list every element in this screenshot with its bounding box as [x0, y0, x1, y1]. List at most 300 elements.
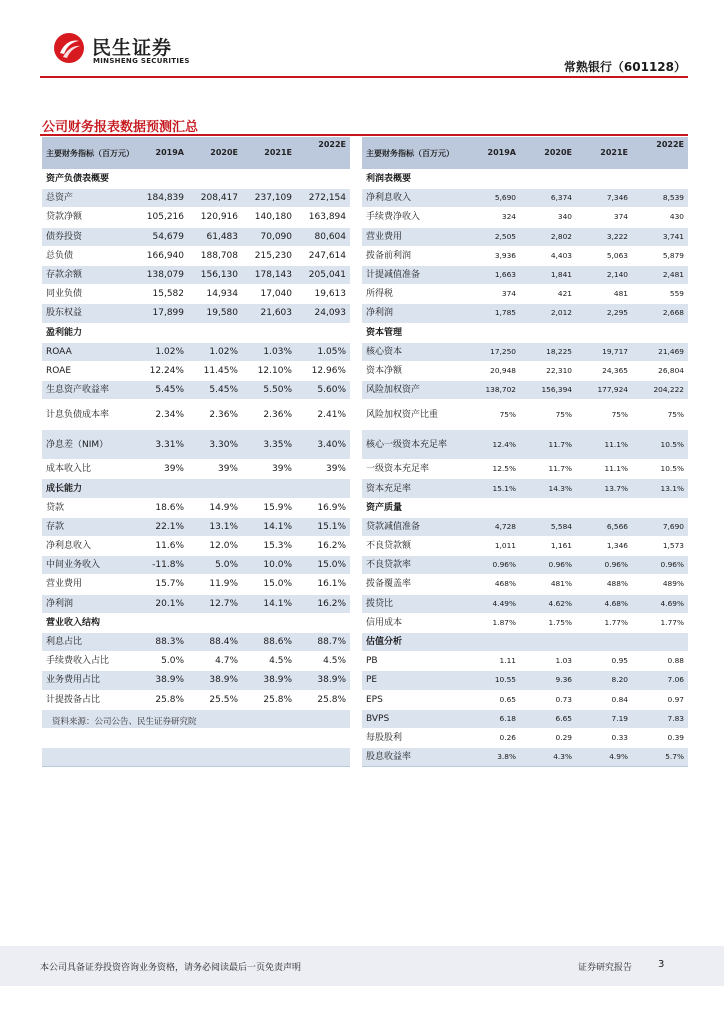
table-row: [362, 652, 688, 671]
cell-value: 4,403: [520, 246, 576, 265]
cell-value: 11.45%: [188, 361, 242, 380]
cell-value: 374: [464, 285, 520, 304]
cell-value: 3,222: [576, 227, 632, 246]
cell-value: 88.3%: [134, 632, 188, 651]
cell-value: 12.0%: [188, 537, 242, 556]
cell-value: 25.5%: [188, 690, 242, 709]
cell-value: 75%: [632, 400, 688, 430]
cell-value: 18.6%: [134, 498, 188, 517]
cell-value: 184,839: [134, 189, 188, 208]
row-label: 风险加权资产: [362, 381, 464, 400]
cell-value: 12.96%: [296, 361, 350, 380]
cell-value: 38.9%: [296, 671, 350, 690]
cell-value: 481%: [520, 575, 576, 594]
cell-value: 0.29: [520, 728, 576, 747]
cell-value: 25.8%: [134, 690, 188, 709]
table-row: [42, 556, 350, 575]
logo-english-name: MINSHENG SECURITIES: [93, 57, 190, 65]
table-row: [42, 342, 350, 361]
cell-value: 8.20: [576, 671, 632, 690]
table-row: [42, 460, 350, 479]
row-label: 不良贷款额: [362, 537, 464, 556]
cell-value: 39%: [296, 460, 350, 479]
row-label: 生息资产收益率: [42, 381, 134, 400]
cell-value: 105,216: [134, 208, 188, 227]
cell-value: 21,603: [242, 304, 296, 323]
company-ticker: 常熟银行（601128）: [563, 60, 686, 74]
category-row: [42, 323, 350, 342]
cell-value: 16.9%: [296, 498, 350, 517]
minsheng-logo-icon: [54, 33, 84, 63]
cell-value: [134, 323, 188, 342]
cell-value: 14.3%: [520, 479, 576, 498]
table-row: [362, 690, 688, 709]
cell-value: [464, 323, 520, 342]
cell-value: 1.05%: [296, 342, 350, 361]
cell-value: 1.03%: [242, 342, 296, 361]
cell-value: 88.4%: [188, 632, 242, 651]
table-row: [42, 227, 350, 246]
row-label: 债券投资: [42, 227, 134, 246]
row-label: EPS: [362, 690, 464, 709]
cell-value: 15.3%: [242, 537, 296, 556]
row-label: 不良贷款率: [362, 556, 464, 575]
table-row: [362, 613, 688, 632]
cell-value: 5.50%: [242, 381, 296, 400]
cell-value: [242, 479, 296, 498]
cell-value: 1.11: [464, 652, 520, 671]
row-label: 计息负债成本率: [42, 400, 134, 430]
table-row: [42, 208, 350, 227]
cell-value: 7.83: [632, 709, 688, 728]
cell-value: [134, 748, 188, 767]
cell-value: 208,417: [188, 189, 242, 208]
cell-value: 13.1%: [188, 517, 242, 536]
cell-value: 138,702: [464, 381, 520, 400]
cell-value: 54,679: [134, 227, 188, 246]
cell-value: [242, 170, 296, 189]
table-row: [362, 227, 688, 246]
cell-value: 3.30%: [188, 430, 242, 460]
cell-value: 374: [576, 208, 632, 227]
cell-value: 156,130: [188, 265, 242, 284]
cell-value: [632, 170, 688, 189]
cell-value: 489%: [632, 575, 688, 594]
row-label: PB: [362, 652, 464, 671]
table-row: [362, 361, 688, 380]
cell-value: 39%: [134, 460, 188, 479]
cell-value: [632, 323, 688, 342]
cell-value: 3,741: [632, 227, 688, 246]
cell-value: 18,225: [520, 342, 576, 361]
cell-value: 3.40%: [296, 430, 350, 460]
row-label: 资本充足率: [362, 479, 464, 498]
cell-value: 5.45%: [134, 381, 188, 400]
cell-value: [464, 498, 520, 517]
cell-value: 4,728: [464, 517, 520, 536]
row-label: 成长能力: [42, 479, 134, 498]
page-header: [0, 0, 724, 80]
cell-value: 39%: [188, 460, 242, 479]
row-label: 拨贷比: [362, 594, 464, 613]
cell-value: 1,346: [576, 537, 632, 556]
cell-value: [134, 479, 188, 498]
cell-value: 4.3%: [520, 748, 576, 767]
table-row: [362, 430, 688, 460]
cell-value: [188, 613, 242, 632]
page-footer: [0, 946, 724, 986]
row-label: 营业费用: [362, 227, 464, 246]
cell-value: 88.7%: [296, 632, 350, 651]
cell-value: 17,040: [242, 285, 296, 304]
cell-value: 14.1%: [242, 594, 296, 613]
cell-value: [242, 323, 296, 342]
table-row: [42, 748, 350, 767]
cell-value: 237,109: [242, 189, 296, 208]
cell-value: [296, 479, 350, 498]
category-row: [42, 613, 350, 632]
cell-value: 15,582: [134, 285, 188, 304]
cell-value: 2,668: [632, 304, 688, 323]
cell-value: [188, 748, 242, 767]
cell-value: 4.62%: [520, 594, 576, 613]
header-divider: [40, 76, 688, 78]
cell-value: 2.34%: [134, 400, 188, 430]
table-row: [42, 361, 350, 380]
cell-value: 324: [464, 208, 520, 227]
cell-value: [464, 170, 520, 189]
cell-value: 9.36: [520, 671, 576, 690]
row-label: 资本净额: [362, 361, 464, 380]
cell-value: [296, 709, 350, 728]
cell-value: 11.7%: [520, 430, 576, 460]
cell-value: [134, 728, 188, 747]
cell-value: 0.97: [632, 690, 688, 709]
table-row: [42, 632, 350, 651]
right-header-year: 2021E: [576, 137, 632, 170]
right-financial-table: [362, 137, 688, 767]
row-label: 信用成本: [362, 613, 464, 632]
table-row: [42, 652, 350, 671]
footer-report-type: 证券研究报告: [578, 963, 633, 973]
cell-value: 2,505: [464, 227, 520, 246]
cell-value: 22.1%: [134, 517, 188, 536]
row-label: 净息差（NIM）: [42, 430, 134, 460]
cell-value: [134, 613, 188, 632]
row-label: 贷款减值准备: [362, 517, 464, 536]
cell-value: 16.1%: [296, 575, 350, 594]
cell-value: 25.8%: [296, 690, 350, 709]
table-row: [362, 728, 688, 747]
cell-value: 22,310: [520, 361, 576, 380]
cell-value: 17,250: [464, 342, 520, 361]
cell-value: 38.9%: [134, 671, 188, 690]
cell-value: [296, 728, 350, 747]
cell-value: 80,604: [296, 227, 350, 246]
left-table-header: [42, 137, 350, 170]
cell-value: 5.60%: [296, 381, 350, 400]
cell-value: 75%: [520, 400, 576, 430]
cell-value: 19,580: [188, 304, 242, 323]
cell-value: 16.2%: [296, 537, 350, 556]
cell-value: -11.8%: [134, 556, 188, 575]
row-label: ROAA: [42, 342, 134, 361]
cell-value: 1,011: [464, 537, 520, 556]
cell-value: 0.95: [576, 652, 632, 671]
cell-value: 14,934: [188, 285, 242, 304]
cell-value: 5,063: [576, 246, 632, 265]
row-label: ROAE: [42, 361, 134, 380]
cell-value: 1.77%: [632, 613, 688, 632]
cell-value: 11.1%: [576, 430, 632, 460]
cell-value: [520, 170, 576, 189]
row-label: 资产质量: [362, 498, 464, 517]
cell-value: 19,613: [296, 285, 350, 304]
cell-value: 20,948: [464, 361, 520, 380]
cell-value: 0.96%: [576, 556, 632, 575]
row-label: 净利润: [362, 304, 464, 323]
cell-value: 2,481: [632, 265, 688, 284]
cell-value: 7.06: [632, 671, 688, 690]
right-header-year: 2019A: [464, 137, 520, 170]
cell-value: [134, 170, 188, 189]
row-label: 净利息收入: [42, 537, 134, 556]
cell-value: 0.96%: [520, 556, 576, 575]
row-label: 总负债: [42, 246, 134, 265]
table-row: [42, 265, 350, 284]
cell-value: 12.10%: [242, 361, 296, 380]
cell-value: 4.49%: [464, 594, 520, 613]
table-row: [362, 208, 688, 227]
cell-value: 19,717: [576, 342, 632, 361]
cell-value: 2,012: [520, 304, 576, 323]
cell-value: 21,469: [632, 342, 688, 361]
row-label: PE: [362, 671, 464, 690]
cell-value: [576, 632, 632, 651]
cell-value: 468%: [464, 575, 520, 594]
cell-value: 188,708: [188, 246, 242, 265]
cell-value: 5.7%: [632, 748, 688, 767]
title-divider: [40, 134, 688, 136]
cell-value: 26,804: [632, 361, 688, 380]
row-label: 资产负债表概要: [42, 170, 134, 189]
cell-value: 5.0%: [188, 556, 242, 575]
cell-value: 559: [632, 285, 688, 304]
table-row: [42, 537, 350, 556]
cell-value: 12.24%: [134, 361, 188, 380]
cell-value: 12.7%: [188, 594, 242, 613]
cell-value: 15.0%: [242, 575, 296, 594]
cell-value: 5.45%: [188, 381, 242, 400]
row-label: 计提拨备占比: [42, 690, 134, 709]
cell-value: [242, 709, 296, 728]
cell-value: 340: [520, 208, 576, 227]
row-label: 核心一级资本充足率: [362, 430, 464, 460]
category-row: [362, 170, 688, 189]
cell-value: 5,584: [520, 517, 576, 536]
cell-value: [520, 632, 576, 651]
cell-value: 88.6%: [242, 632, 296, 651]
row-label: 核心资本: [362, 342, 464, 361]
cell-value: 14.9%: [188, 498, 242, 517]
table-row: [362, 748, 688, 767]
cell-value: [188, 479, 242, 498]
category-row: [362, 323, 688, 342]
cell-value: 17,899: [134, 304, 188, 323]
cell-value: 0.73: [520, 690, 576, 709]
cell-value: 15.1%: [464, 479, 520, 498]
left-header-year: 2019A: [134, 137, 188, 170]
cell-value: 0.65: [464, 690, 520, 709]
table-row: [362, 517, 688, 536]
category-row: [362, 632, 688, 651]
cell-value: 138,079: [134, 265, 188, 284]
cell-value: 10.5%: [632, 430, 688, 460]
cell-value: 75%: [576, 400, 632, 430]
cell-value: 4.69%: [632, 594, 688, 613]
cell-value: 24,093: [296, 304, 350, 323]
cell-value: 163,894: [296, 208, 350, 227]
cell-value: 205,041: [296, 265, 350, 284]
category-row: [42, 479, 350, 498]
row-label: 股东权益: [42, 304, 134, 323]
cell-value: 3.31%: [134, 430, 188, 460]
cell-value: 1.02%: [188, 342, 242, 361]
logo-chinese-name: 民生证券: [92, 37, 173, 59]
category-row: [362, 498, 688, 517]
cell-value: 0.26: [464, 728, 520, 747]
row-label: 估值分析: [362, 632, 464, 651]
left-header-label: 主要财务指标（百万元）: [42, 137, 134, 170]
cell-value: 13.7%: [576, 479, 632, 498]
table-row: [362, 285, 688, 304]
table-row: [362, 246, 688, 265]
table-row: [362, 460, 688, 479]
cell-value: 11.1%: [576, 460, 632, 479]
right-header-label: 主要财务指标（百万元）: [362, 137, 464, 170]
row-label: 中间业务收入: [42, 556, 134, 575]
cell-value: [242, 613, 296, 632]
cell-value: [242, 728, 296, 747]
section-title: 公司财务报表数据预测汇总: [42, 120, 199, 135]
cell-value: 0.88: [632, 652, 688, 671]
cell-value: 7,690: [632, 517, 688, 536]
cell-value: 4.5%: [296, 652, 350, 671]
cell-value: 7.19: [576, 709, 632, 728]
table-row: [362, 671, 688, 690]
row-label: 每股股利: [362, 728, 464, 747]
cell-value: 3,936: [464, 246, 520, 265]
cell-value: 0.39: [632, 728, 688, 747]
cell-value: [188, 170, 242, 189]
cell-value: 15.0%: [296, 556, 350, 575]
cell-value: 1.75%: [520, 613, 576, 632]
row-label: 一级资本充足率: [362, 460, 464, 479]
cell-value: 10.55: [464, 671, 520, 690]
cell-value: 6.65: [520, 709, 576, 728]
cell-value: 3.8%: [464, 748, 520, 767]
cell-value: 177,924: [576, 381, 632, 400]
cell-value: [296, 748, 350, 767]
row-label: 盈利能力: [42, 323, 134, 342]
row-label: [42, 748, 134, 767]
cell-value: 481: [576, 285, 632, 304]
cell-value: 61,483: [188, 227, 242, 246]
category-row: [42, 170, 350, 189]
row-label: 贷款: [42, 498, 134, 517]
cell-value: 166,940: [134, 246, 188, 265]
cell-value: 1,573: [632, 537, 688, 556]
cell-value: 156,394: [520, 381, 576, 400]
row-label: 拨备覆盖率: [362, 575, 464, 594]
row-label: BVPS: [362, 709, 464, 728]
cell-value: 120,916: [188, 208, 242, 227]
cell-value: 1.03: [520, 652, 576, 671]
row-label: [42, 728, 134, 747]
row-label: 股息收益率: [362, 748, 464, 767]
cell-value: 6,566: [576, 517, 632, 536]
cell-value: 39%: [242, 460, 296, 479]
table-row: [362, 189, 688, 208]
right-table-header: [362, 137, 688, 170]
cell-value: [296, 613, 350, 632]
cell-value: [188, 728, 242, 747]
cell-value: 247,614: [296, 246, 350, 265]
cell-value: 2,802: [520, 227, 576, 246]
footer-disclaimer: 本公司具备证券投资咨询业务资格，请务必阅读最后一页免责声明: [40, 963, 302, 973]
cell-value: 488%: [576, 575, 632, 594]
cell-value: [464, 632, 520, 651]
table-row: [362, 594, 688, 613]
table-row: [42, 381, 350, 400]
cell-value: 4.68%: [576, 594, 632, 613]
row-label: 营业费用: [42, 575, 134, 594]
cell-value: 38.9%: [188, 671, 242, 690]
cell-value: 2.41%: [296, 400, 350, 430]
table-row: [362, 479, 688, 498]
cell-value: 25.8%: [242, 690, 296, 709]
cell-value: 24,365: [576, 361, 632, 380]
cell-value: 15.9%: [242, 498, 296, 517]
cell-value: 15.1%: [296, 517, 350, 536]
cell-value: 70,090: [242, 227, 296, 246]
row-label: 存款余额: [42, 265, 134, 284]
cell-value: 14.1%: [242, 517, 296, 536]
cell-value: [520, 498, 576, 517]
cell-value: 13.1%: [632, 479, 688, 498]
cell-value: 2.36%: [188, 400, 242, 430]
table-row: [42, 246, 350, 265]
table-row: [362, 400, 688, 430]
table-row: [362, 709, 688, 728]
cell-value: [576, 170, 632, 189]
cell-value: 3.35%: [242, 430, 296, 460]
row-label: 拨备前利润: [362, 246, 464, 265]
cell-value: [296, 323, 350, 342]
table-row: [42, 575, 350, 594]
cell-value: 20.1%: [134, 594, 188, 613]
row-label: 同业负债: [42, 285, 134, 304]
row-label: 利息占比: [42, 632, 134, 651]
cell-value: [632, 498, 688, 517]
table-row: [42, 304, 350, 323]
cell-value: [188, 323, 242, 342]
row-label: 手续费收入占比: [42, 652, 134, 671]
cell-value: 15.7%: [134, 575, 188, 594]
table-row: [42, 517, 350, 536]
cell-value: 5,690: [464, 189, 520, 208]
cell-value: [576, 498, 632, 517]
